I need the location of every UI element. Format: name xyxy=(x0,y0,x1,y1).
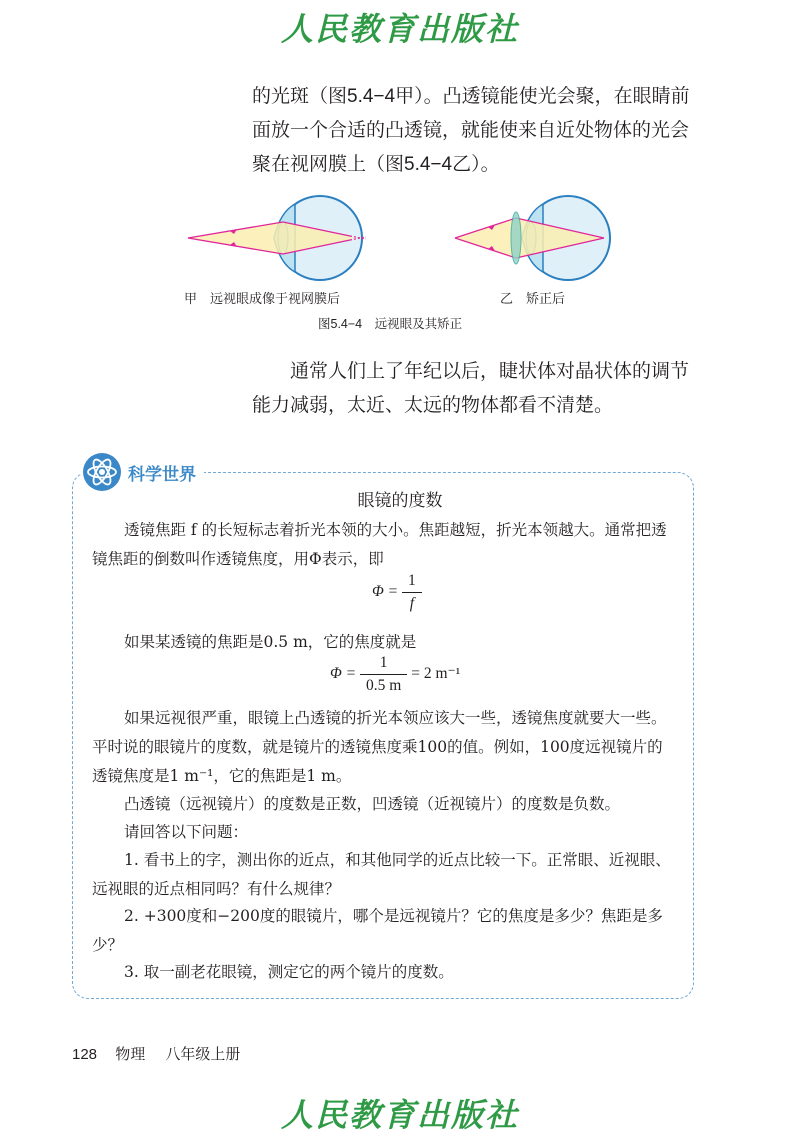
question-3: 3. 取一副老花眼镜，测定它的两个镜片的度数。 xyxy=(124,963,454,981)
question-1: 1. 看书上的字，测出你的近点，和其他同学的近点比较一下。正常眼、近视眼、远视眼的近点相同吗？有什么规律？ xyxy=(92,851,671,898)
formula-2-denominator: 0.5 m xyxy=(366,677,402,694)
body-paragraph-1: 的光斑（图5.4−4甲）。凸透镜能使光会聚，在眼睛前面放一个合适的凸透镜，就能使来自近处物体的光会聚在视网膜上（图5.4−4乙）。 xyxy=(252,86,690,175)
eye-diagram-a xyxy=(188,196,366,280)
science-paragraph-4: 凸透镜（远视镜片）的度数是正数，凹透镜（近视镜片）的度数是负数。 xyxy=(124,795,621,813)
figure-5-4-4 xyxy=(170,190,640,340)
formula-2 xyxy=(330,652,460,697)
formula-1 xyxy=(372,570,422,615)
science-paragraph-2: 如果某透镜的焦距是0.5 m，它的焦度就是 xyxy=(124,633,417,651)
publisher-logo-bottom: 人民教育出版社 xyxy=(280,1096,519,1134)
formula-2-numerator: 1 xyxy=(360,652,407,675)
formula-1-lhs: Φ = xyxy=(372,583,399,601)
question-2: 2. +300度和−200度的眼镜片，哪个是远视镜片？它的焦度是多少？焦距是多少？ xyxy=(92,907,663,954)
publisher-logo-top: 人民教育出版社 xyxy=(280,10,519,48)
eye-diagrams xyxy=(170,190,640,290)
convex-lens xyxy=(511,212,521,264)
footer-subject: 物理 xyxy=(115,1046,146,1063)
body-paragraph-2: 通常人们上了年纪以后，睫状体对晶状体的调节能力减弱，太近、太远的物体都看不清楚。 xyxy=(252,361,690,416)
formula-1-denominator: f xyxy=(409,595,415,612)
science-paragraph-5: 请回答以下问题： xyxy=(124,823,249,841)
formula-2-rhs: = 2 m⁻¹ xyxy=(411,665,461,683)
figure-caption: 图5.4−4 远视眼及其矫正 xyxy=(318,317,463,331)
figure-sub-caption-a: 甲 远视眼成像于视网膜后 xyxy=(184,291,341,306)
eye-diagram-b xyxy=(455,196,610,280)
science-paragraph-1: 透镜焦距 f 的长短标志着折光本领的大小。焦距越短，折光本领越大。通常把透镜焦距的倒数叫作透镜焦度，用Φ表示，即 xyxy=(92,521,667,568)
science-paragraph-3: 如果远视很严重，眼镜上凸透镜的折光本领应该大一些，透镜焦度就要大一些。平时说的眼镜片的度数，就是镜片的透镜焦度乘100的值。例如，100度远视镜片的透镜焦度是1 m⁻¹，它的焦距是1 m。 xyxy=(92,709,667,785)
footer-grade: 八年级上册 xyxy=(165,1046,241,1063)
formula-1-numerator: 1 xyxy=(402,570,422,593)
page-footer xyxy=(72,1043,240,1064)
figure-sub-caption-b: 乙 矫正后 xyxy=(500,291,566,306)
science-box-title: 眼镜的度数 xyxy=(357,491,443,510)
science-world-label: 科学世界 xyxy=(128,464,196,484)
formula-2-lhs: Φ = xyxy=(330,665,357,683)
page-number: 128 xyxy=(72,1046,98,1063)
